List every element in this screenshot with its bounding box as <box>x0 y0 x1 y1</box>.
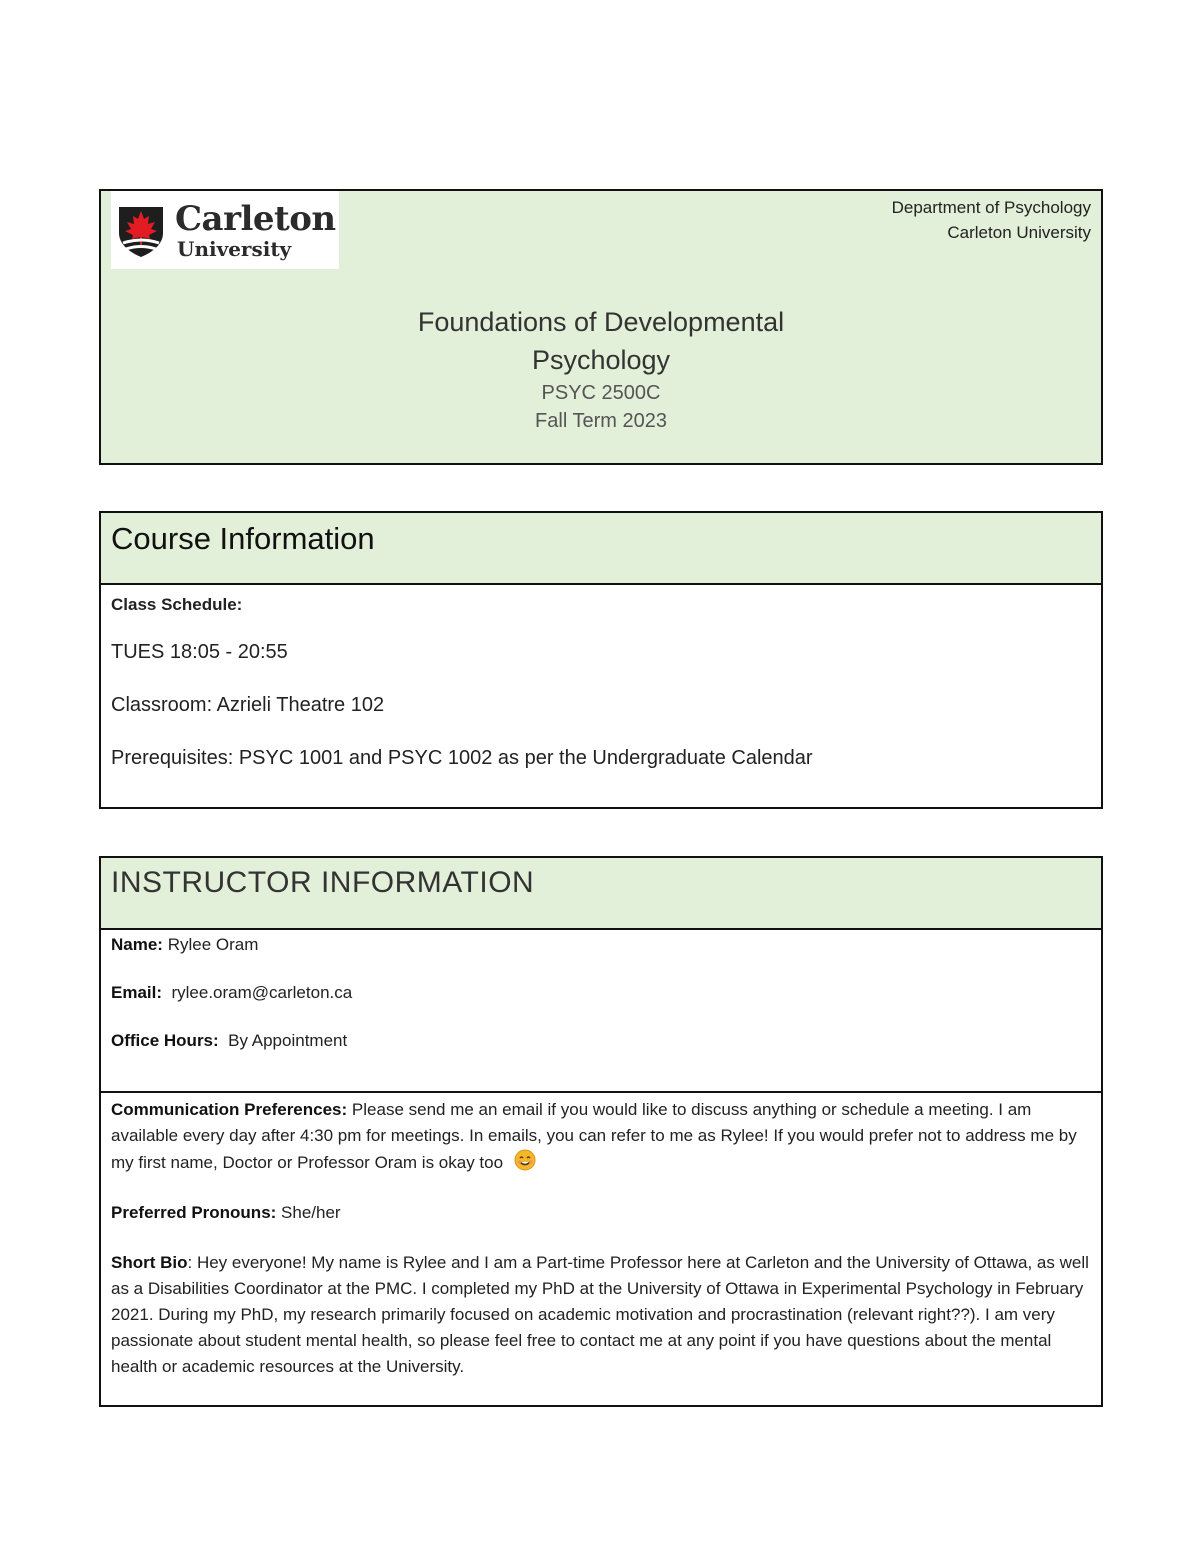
class-schedule: TUES 18:05 - 20:55 <box>111 641 288 663</box>
instructor-name: Rylee Oram <box>167 935 259 954</box>
short-bio-label: Short Bio <box>111 1253 188 1272</box>
office-hours: By Appointment <box>228 1031 348 1050</box>
communication-preferences <box>111 1097 1091 1176</box>
short-bio-text: : Hey everyone! My name is Rylee and I am a Part-time Professor here at Carleton and the University of Ottawa, as well as a Disabilities Coordinator at the PMC. I completed my PhD at the University of Ottawa in Experimental Psychology in February 2021. During my PhD, my research primarily focused on academic motivation and procrastination (relevant right??). I am very passionate about student mental health, so please feel free to contact me at any point if you have questions about the mental health or academic resources at the University. <box>111 1253 1089 1376</box>
classroom: Classroom: Azrieli Theatre 102 <box>111 694 385 716</box>
class-schedule-label: Class Schedule: <box>111 595 243 614</box>
office-hours-label: Office Hours: <box>111 1031 219 1050</box>
email-label: Email: <box>111 983 163 1002</box>
instructor-details <box>101 1093 1101 1380</box>
office-hours-row <box>111 1030 1091 1052</box>
title-block <box>101 303 1101 435</box>
communication-preferences-label: Communication Preferences: <box>111 1100 348 1119</box>
logo-wordmark-university: University <box>177 237 292 261</box>
department-name: Department of Psychology <box>891 198 1091 217</box>
course-header-box <box>99 189 1103 465</box>
instructor-contact <box>101 930 1101 1093</box>
communication-preferences-text: Please send me an email if you would like to discuss anything or schedule a meeting. I am available every day after 4:30 pm for meetings. In emails, you can refer to me as Rylee! If you would prefer not to address me by my first name, Doctor or Professor Oram is okay too <box>111 1100 1077 1172</box>
course-information-body <box>101 585 1101 770</box>
instructor-information-header <box>101 858 1101 930</box>
instructor-email: rylee.oram@carleton.ca <box>171 983 353 1002</box>
course-code: PSYC 2500C <box>541 382 661 404</box>
course-information-header <box>101 513 1101 585</box>
instructor-information-heading: INSTRUCTOR INFORMATION <box>111 866 535 899</box>
maple-shield-icon <box>115 203 167 259</box>
instructor-information-section <box>99 856 1103 1407</box>
pronouns-label: Preferred Pronouns: <box>111 1203 277 1222</box>
university-name: Carleton University <box>947 223 1091 242</box>
prerequisites: Prerequisites: PSYC 1001 and PSYC 1002 as per the Undergraduate Calendar <box>111 747 813 769</box>
instructor-email-row <box>111 982 1091 1004</box>
course-information-section <box>99 511 1103 809</box>
name-label: Name: <box>111 935 163 954</box>
instructor-name-row <box>111 934 1091 956</box>
department-block <box>892 195 1091 245</box>
pronouns: She/her <box>281 1203 341 1222</box>
carleton-logo <box>111 191 339 269</box>
short-bio <box>111 1250 1091 1380</box>
smiley-icon <box>514 1149 536 1171</box>
logo-wordmark-carleton: Carleton <box>175 199 336 239</box>
course-title: Foundations of Developmental Psychology <box>417 307 785 375</box>
course-term: Fall Term 2023 <box>535 410 667 432</box>
course-information-heading: Course Information <box>111 521 375 556</box>
preferred-pronouns <box>111 1200 1091 1226</box>
